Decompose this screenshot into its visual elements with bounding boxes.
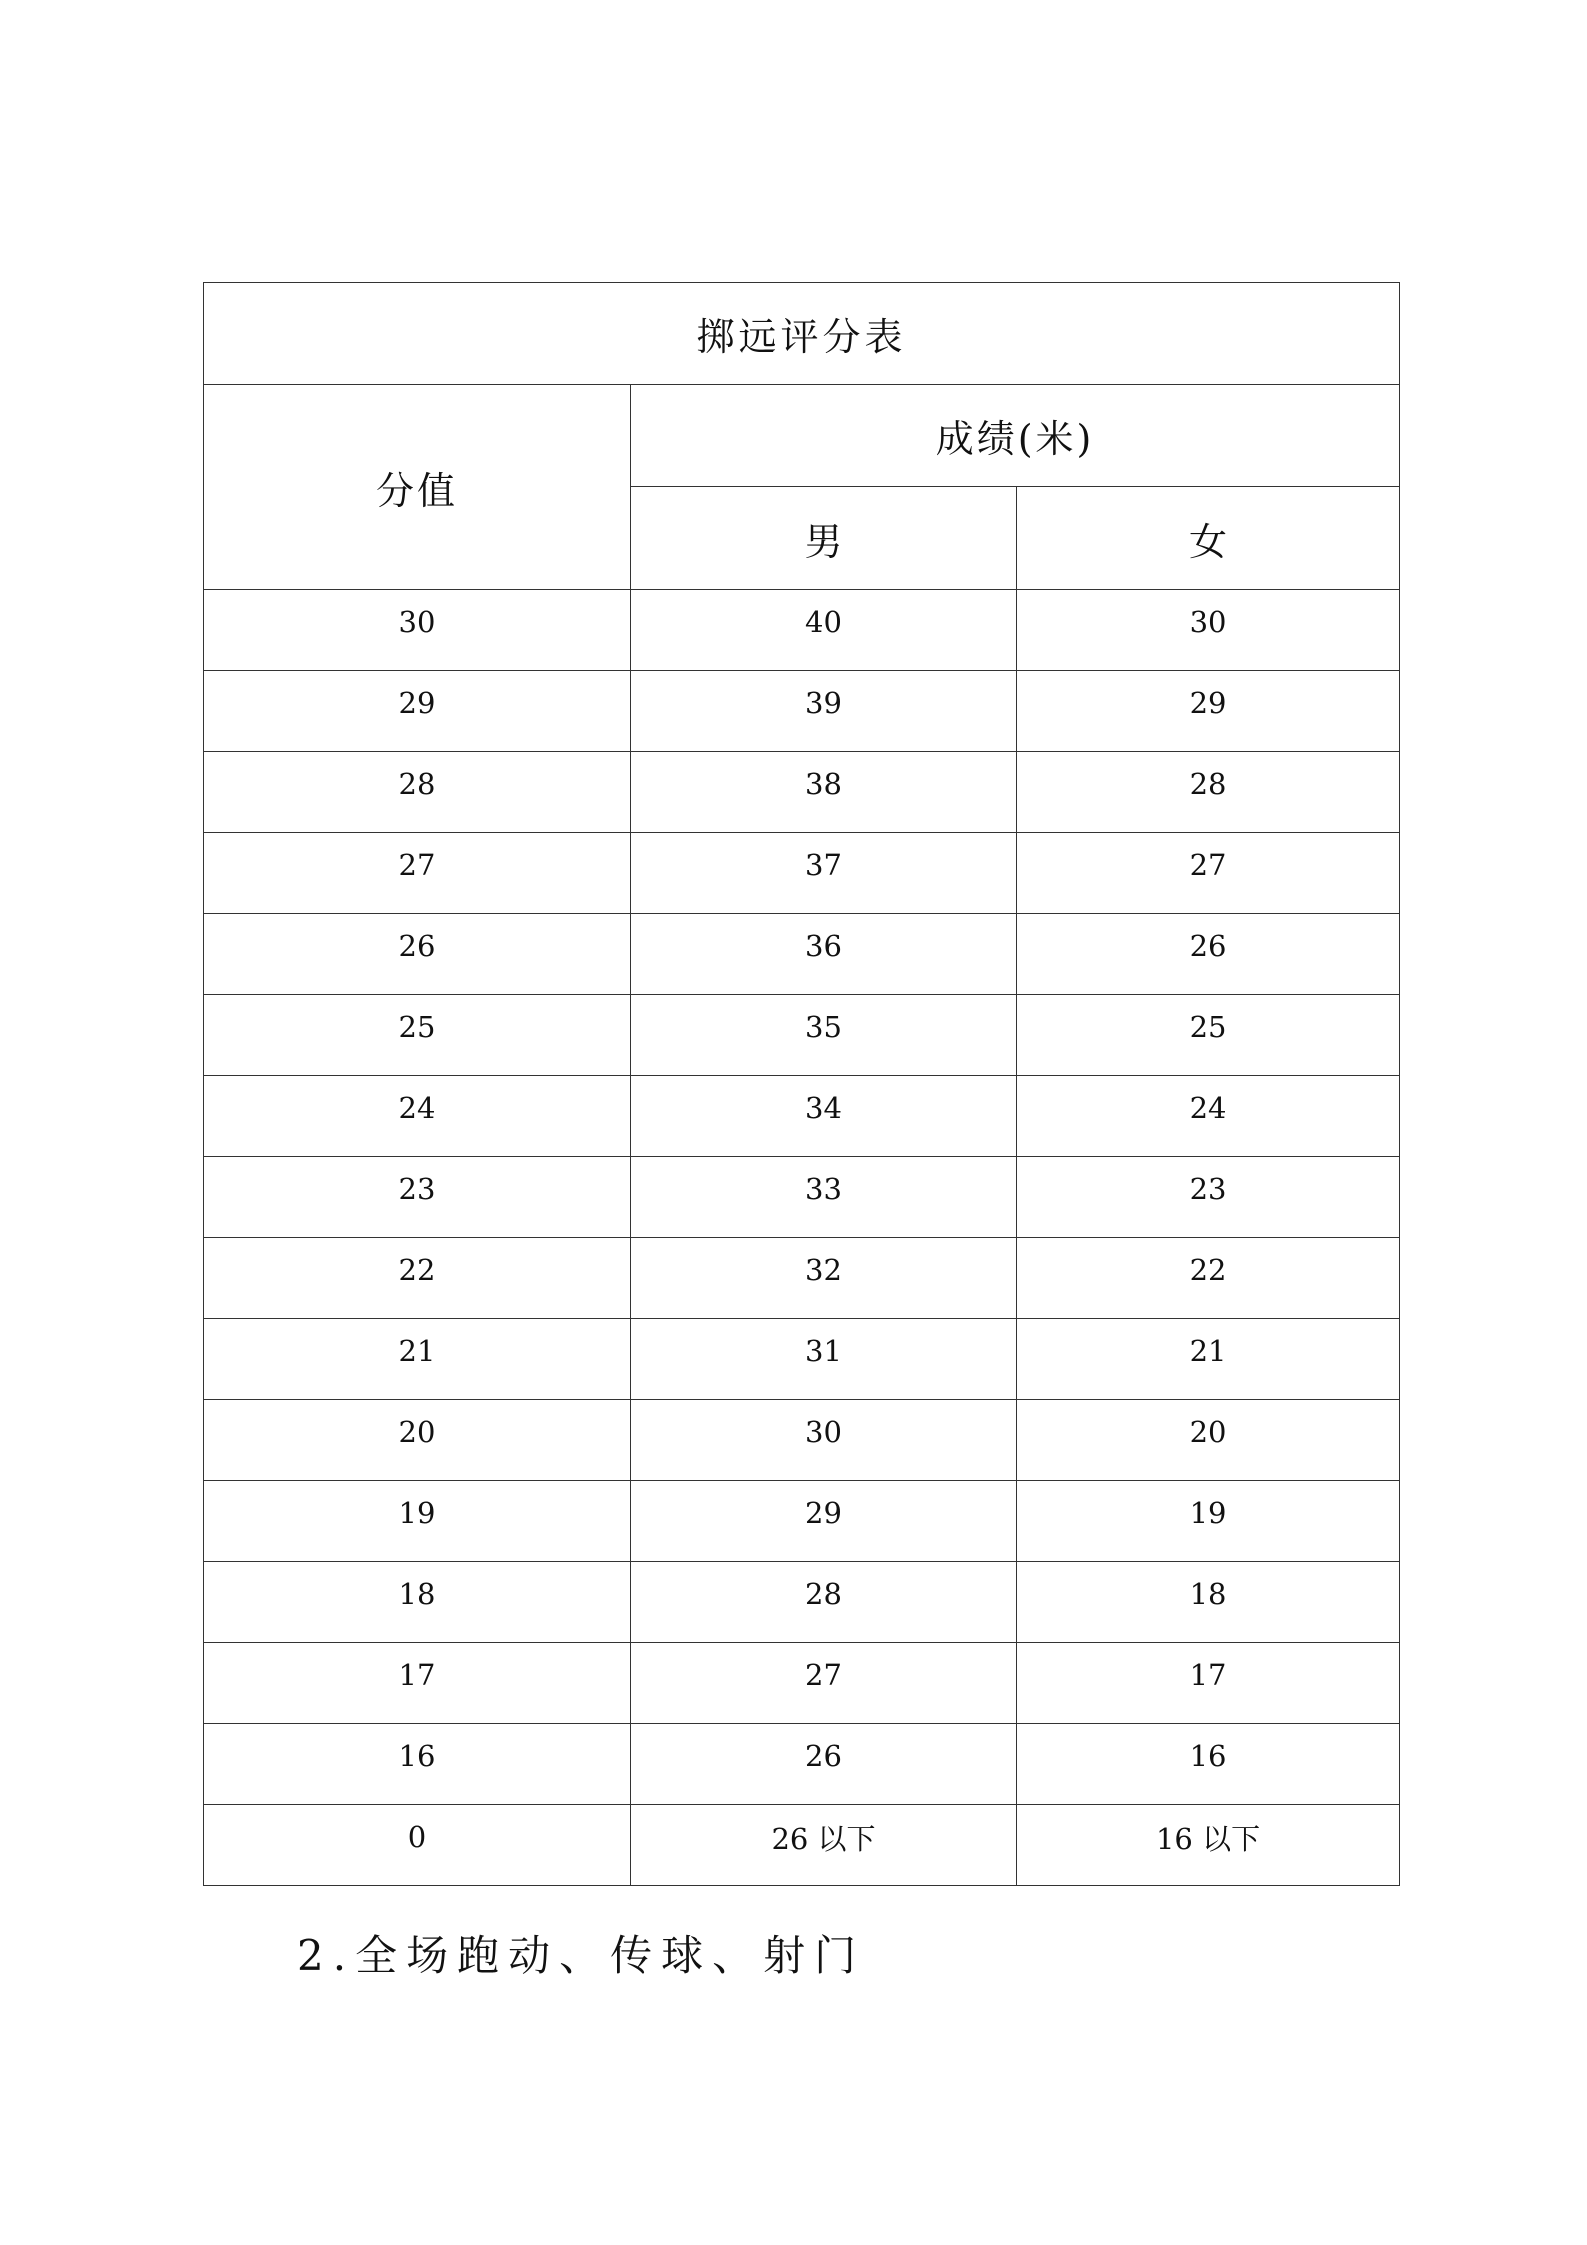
table-row bbox=[204, 995, 1400, 1076]
female-cell bbox=[1017, 1643, 1400, 1724]
male-cell bbox=[631, 1319, 1017, 1400]
male-cell bbox=[631, 1562, 1017, 1643]
score-cell bbox=[204, 1643, 631, 1724]
male-cell-text: 32 bbox=[805, 1253, 842, 1287]
table-row bbox=[204, 1400, 1400, 1481]
female-cell bbox=[1017, 671, 1400, 752]
male-cell-text: 31 bbox=[805, 1334, 842, 1368]
score-cell-text: 16 bbox=[398, 1739, 436, 1773]
table-row bbox=[204, 671, 1400, 752]
table-row bbox=[204, 1319, 1400, 1400]
header-score: 分值 bbox=[204, 385, 631, 590]
table-row bbox=[204, 752, 1400, 833]
score-cell-text: 20 bbox=[398, 1415, 436, 1449]
female-cell bbox=[1017, 1319, 1400, 1400]
table-row bbox=[204, 833, 1400, 914]
score-cell-text: 27 bbox=[398, 848, 436, 882]
female-cell bbox=[1017, 1481, 1400, 1562]
male-cell bbox=[631, 1805, 1017, 1886]
header-result: 成绩(米) bbox=[631, 385, 1400, 487]
female-cell-text: 20 bbox=[1189, 1415, 1227, 1449]
score-cell bbox=[204, 1238, 631, 1319]
table-row bbox=[204, 1238, 1400, 1319]
table-row bbox=[204, 1805, 1400, 1886]
female-cell-text: 28 bbox=[1189, 767, 1227, 801]
male-cell bbox=[631, 671, 1017, 752]
score-cell-text: 26 bbox=[398, 929, 436, 963]
female-cell bbox=[1017, 1157, 1400, 1238]
table-title: 掷远评分表 bbox=[204, 283, 1400, 385]
table-row bbox=[204, 1562, 1400, 1643]
score-cell bbox=[204, 590, 631, 671]
throw-distance-score-table bbox=[203, 282, 1400, 1886]
female-cell-text: 30 bbox=[1189, 605, 1227, 639]
female-cell-text: 24 bbox=[1189, 1091, 1227, 1125]
score-cell bbox=[204, 1319, 631, 1400]
score-cell bbox=[204, 914, 631, 995]
score-cell bbox=[204, 1076, 631, 1157]
male-cell-text: 28 bbox=[805, 1577, 842, 1611]
female-cell bbox=[1017, 590, 1400, 671]
female-cell-text: 26 bbox=[1189, 929, 1227, 963]
score-cell-text: 17 bbox=[398, 1658, 436, 1692]
male-cell bbox=[631, 590, 1017, 671]
score-cell bbox=[204, 1805, 631, 1886]
score-cell-text: 18 bbox=[398, 1577, 436, 1611]
female-cell-text: 16 bbox=[1189, 1739, 1227, 1773]
male-cell bbox=[631, 914, 1017, 995]
male-cell bbox=[631, 995, 1017, 1076]
score-cell bbox=[204, 1724, 631, 1805]
male-cell bbox=[631, 1076, 1017, 1157]
score-cell-text: 21 bbox=[398, 1334, 436, 1368]
male-cell-text: 40 bbox=[805, 605, 842, 639]
female-cell bbox=[1017, 1562, 1400, 1643]
male-cell-text: 26 以下 bbox=[771, 1821, 876, 1856]
score-cell-text: 29 bbox=[398, 686, 436, 720]
female-cell bbox=[1017, 914, 1400, 995]
score-cell bbox=[204, 671, 631, 752]
female-cell-text: 22 bbox=[1189, 1253, 1227, 1287]
male-cell bbox=[631, 1238, 1017, 1319]
male-cell bbox=[631, 1400, 1017, 1481]
male-cell-text: 35 bbox=[805, 1010, 842, 1044]
male-cell-text: 27 bbox=[805, 1658, 842, 1692]
male-cell-text: 34 bbox=[805, 1091, 842, 1125]
female-cell bbox=[1017, 995, 1400, 1076]
male-cell-text: 29 bbox=[805, 1496, 842, 1530]
male-cell-text: 39 bbox=[805, 686, 842, 720]
female-cell-text: 21 bbox=[1189, 1334, 1227, 1368]
score-cell bbox=[204, 1400, 631, 1481]
female-cell bbox=[1017, 752, 1400, 833]
header-male: 男 bbox=[631, 487, 1017, 590]
male-cell-text: 26 bbox=[805, 1739, 842, 1773]
female-cell-text: 27 bbox=[1189, 848, 1227, 882]
score-cell-text: 23 bbox=[398, 1172, 436, 1206]
female-cell-text: 16 以下 bbox=[1155, 1821, 1261, 1856]
score-cell-text: 25 bbox=[398, 1010, 436, 1044]
male-cell bbox=[631, 1481, 1017, 1562]
male-cell bbox=[631, 1643, 1017, 1724]
score-cell bbox=[204, 833, 631, 914]
score-cell-text: 0 bbox=[407, 1820, 427, 1854]
header-female: 女 bbox=[1017, 487, 1400, 590]
table-row bbox=[204, 1481, 1400, 1562]
score-cell bbox=[204, 752, 631, 833]
score-cell bbox=[204, 1481, 631, 1562]
table-row bbox=[204, 1724, 1400, 1805]
female-cell-text: 25 bbox=[1189, 1010, 1227, 1044]
section-heading: 2.全场跑动、传球、射门 bbox=[297, 1931, 866, 1980]
female-cell-text: 29 bbox=[1189, 686, 1227, 720]
male-cell bbox=[631, 1724, 1017, 1805]
female-cell-text: 23 bbox=[1189, 1172, 1227, 1206]
table-row bbox=[204, 1157, 1400, 1238]
female-cell-text: 17 bbox=[1189, 1658, 1227, 1692]
score-cell-text: 30 bbox=[398, 605, 436, 639]
score-cell bbox=[204, 1157, 631, 1238]
male-cell bbox=[631, 752, 1017, 833]
score-cell bbox=[204, 1562, 631, 1643]
table-row bbox=[204, 1643, 1400, 1724]
score-cell-text: 19 bbox=[398, 1496, 436, 1530]
male-cell-text: 37 bbox=[805, 848, 842, 882]
male-cell-text: 38 bbox=[805, 767, 842, 801]
female-cell bbox=[1017, 1400, 1400, 1481]
score-cell-text: 24 bbox=[398, 1091, 436, 1125]
female-cell-text: 18 bbox=[1189, 1577, 1227, 1611]
female-cell bbox=[1017, 833, 1400, 914]
female-cell-text: 19 bbox=[1189, 1496, 1227, 1530]
score-cell bbox=[204, 995, 631, 1076]
female-cell bbox=[1017, 1238, 1400, 1319]
female-cell bbox=[1017, 1805, 1400, 1886]
male-cell-text: 36 bbox=[805, 929, 842, 963]
table-row bbox=[204, 1076, 1400, 1157]
table-row bbox=[204, 590, 1400, 671]
score-cell-text: 28 bbox=[398, 767, 436, 801]
male-cell bbox=[631, 833, 1017, 914]
male-cell bbox=[631, 1157, 1017, 1238]
table-row bbox=[204, 914, 1400, 995]
male-cell-text: 33 bbox=[805, 1172, 842, 1206]
male-cell-text: 30 bbox=[805, 1415, 842, 1449]
female-cell bbox=[1017, 1076, 1400, 1157]
female-cell bbox=[1017, 1724, 1400, 1805]
score-cell-text: 22 bbox=[398, 1253, 436, 1287]
